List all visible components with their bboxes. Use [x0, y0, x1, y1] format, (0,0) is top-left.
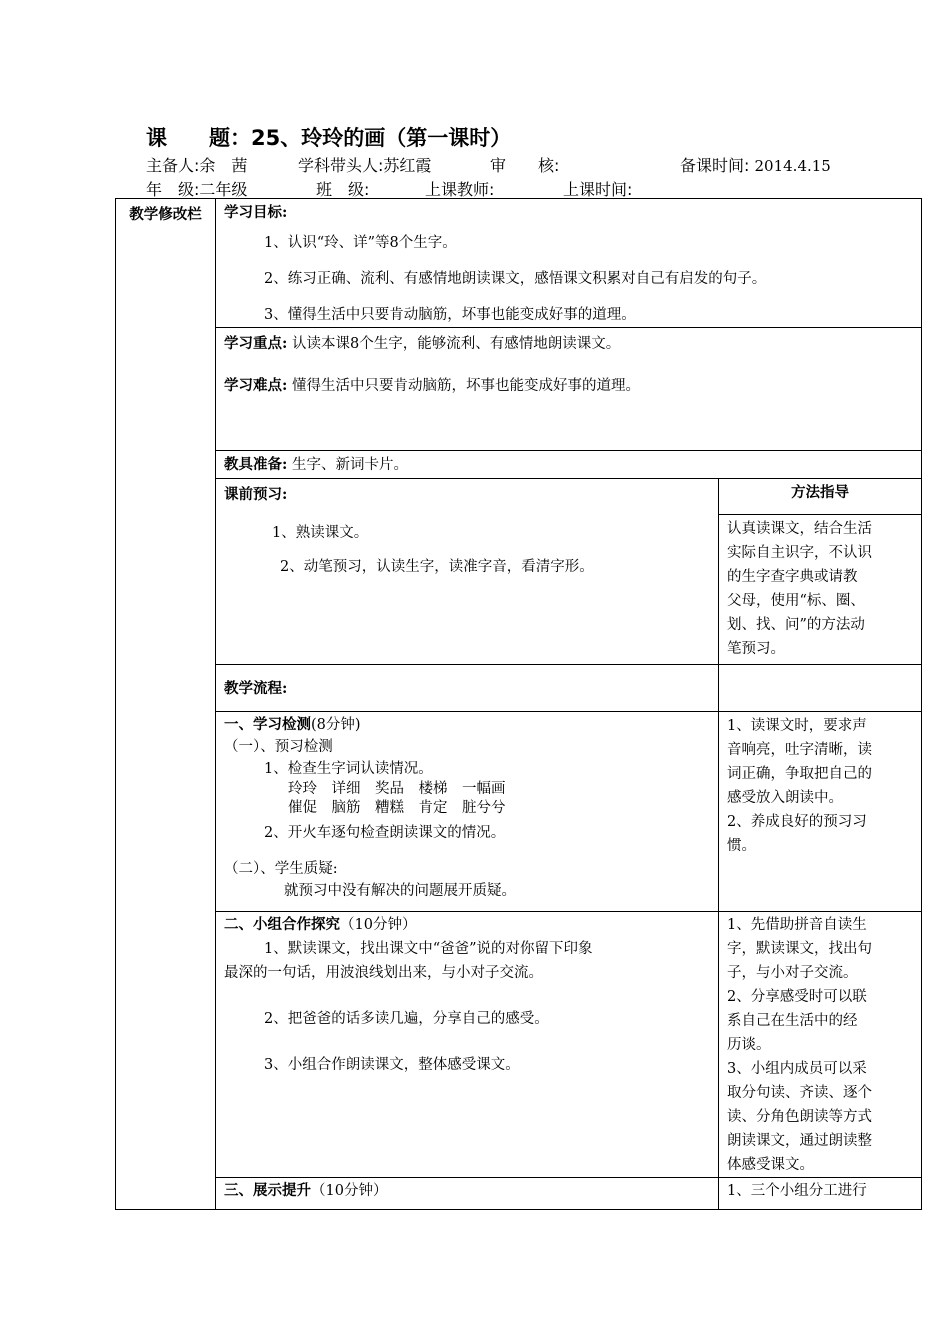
- prep-time-label: 备课时间:: [680, 156, 750, 175]
- preview-label: 课前预习:: [224, 486, 288, 503]
- preview-label-cell: [216, 479, 719, 515]
- process-label: 教学流程:: [224, 680, 288, 697]
- section-1-method-line: 词正确，争取把自己的: [727, 766, 872, 782]
- class: 班 级:: [316, 180, 370, 199]
- word-list-2: 催促 脑筋 糟糕 肯定 脏兮兮: [288, 800, 506, 816]
- section-2-method-line: 子，与小对子交流。: [727, 965, 858, 981]
- section-1-method-line: 感受放入朗读中。: [727, 790, 843, 806]
- prep-time: [680, 153, 831, 176]
- materials-text: 生字、新词卡片。: [291, 457, 408, 473]
- preview-method-line: 认真读课文，结合生活: [727, 521, 872, 537]
- section-2-method-line: 系自己在生活中的经: [727, 1013, 858, 1029]
- section-2-method-line: 读、分角色朗读等方式: [727, 1109, 872, 1125]
- subject-leader: 学科带头人:苏红霞: [298, 156, 432, 175]
- section-1-method-line: 惯。: [727, 838, 756, 854]
- preparer: 主备人:余 茜: [146, 156, 248, 175]
- section-2-method-line: 朗读课文，通过朗读整: [727, 1133, 872, 1149]
- section-1-method-cell: [719, 712, 922, 912]
- grade: 年 级:二年级: [146, 180, 248, 199]
- section-3-duration: （10分钟）: [311, 1183, 388, 1199]
- materials-label: 教具准备:: [224, 456, 288, 473]
- prep-time-value: 2014.4.15: [754, 157, 831, 175]
- preview-cell: [216, 515, 719, 665]
- section-2-title: 二、小组合作探究: [224, 916, 340, 933]
- title-value: 25、玲玲的画（第一课时）: [251, 126, 512, 150]
- section-2-item-1a: 1、默读课文，找出课文中“爸爸”说的对你留下印象: [264, 941, 593, 957]
- revision-column: 教学修改栏: [116, 199, 216, 1210]
- key-points-text: 认读本课8个生字，能够流利、有感情地朗读课文。: [291, 336, 621, 352]
- title-label: 课 题：: [146, 126, 251, 150]
- section-1-duration: (8分钟): [311, 717, 361, 733]
- section-2-method-line: 字，默读课文，找出句: [727, 941, 872, 957]
- section-3-method-cell: 1、三个小组分工进行: [719, 1178, 922, 1210]
- class-time: 上课时间:: [563, 180, 633, 199]
- section-2-item-1b: 最深的一句话，用波浪线划出来，与小对子交流。: [224, 965, 543, 981]
- process-cell: [216, 665, 719, 712]
- objectives-label: 学习目标:: [224, 204, 288, 221]
- section-2-item-3: 3、小组合作朗读课文，整体感受课文。: [264, 1057, 520, 1073]
- section-2-method-line: 3、小组内成员可以采: [727, 1061, 867, 1077]
- section-1-title: 一、学习检测: [224, 716, 311, 733]
- section-2-heading: [224, 913, 710, 937]
- section-3-title: 三、展示提升: [224, 1182, 311, 1199]
- preview-method-line: 实际自主识字，不认识: [727, 545, 872, 561]
- section-1-sub-2: （二）、学生质疑:: [224, 861, 338, 877]
- preview-method-line: 笔预习。: [727, 641, 785, 657]
- section-1-item-1: 1、检查生字词认读情况。: [264, 761, 433, 777]
- materials-cell: [216, 451, 922, 479]
- teacher: 上课教师:: [425, 180, 495, 199]
- section-1-method-line: 音响亮，吐字清晰，读: [727, 742, 872, 758]
- objectives-cell: [216, 199, 922, 328]
- preview-method-line: 划、找、问”的方法动: [727, 617, 865, 633]
- objective-2: 2、练习正确、流利、有感情地朗读课文，感悟课文积累对自己有启发的句子。: [264, 271, 767, 287]
- preview-method-line: 的生字查字典或请教: [727, 569, 858, 585]
- key-difficulty-cell: [216, 328, 922, 451]
- section-1-cell: [216, 712, 719, 912]
- section-2-method-line: 历谈。: [727, 1037, 771, 1053]
- section-1-method-line: 1、读课文时，要求声: [727, 718, 867, 734]
- section-1-method-line: 2、养成良好的预习习: [727, 814, 867, 830]
- lesson-title: [146, 122, 511, 152]
- preview-method-line: 父母，使用“标、圈、: [727, 593, 865, 609]
- objective-3: 3、懂得生活中只要肯动脑筋，坏事也能变成好事的道理。: [264, 307, 636, 323]
- section-2-cell: [216, 912, 719, 1178]
- lesson-plan-table: [115, 198, 922, 1210]
- section-1-item-2: 2、开火车逐句检查朗读课文的情况。: [264, 825, 506, 841]
- section-3-cell: [216, 1178, 719, 1210]
- key-points: [224, 332, 913, 356]
- word-list-1: 玲玲 详细 奖品 楼梯 一幅画: [288, 781, 506, 797]
- section-2-method-cell: [719, 912, 922, 1178]
- section-1-heading: [224, 714, 710, 736]
- objective-1: 1、认识“玲、详”等8个生字。: [264, 235, 457, 251]
- reviewer: 审 核:: [490, 156, 560, 175]
- difficulties-label: 学习难点:: [224, 377, 288, 394]
- difficulties: [224, 374, 913, 398]
- preview-item-2: 2、动笔预习，认读生字，读准字音，看清字形。: [280, 558, 594, 575]
- section-2-method-line: 2、分享感受时可以联: [727, 989, 867, 1005]
- method-header: 方法指导: [719, 479, 922, 515]
- difficulties-text: 懂得生活中只要肯动脑筋，坏事也能变成好事的道理。: [291, 378, 640, 394]
- section-2-method-line: 取分句读、齐读、逐个: [727, 1085, 872, 1101]
- section-2-method-line: 体感受课文。: [727, 1157, 814, 1173]
- section-1-item-3: 就预习中没有解决的问题展开质疑。: [284, 883, 516, 899]
- preview-method-cell: [719, 515, 922, 665]
- preview-item-1: 1、熟读课文。: [272, 524, 369, 541]
- process-method-cell: [719, 665, 922, 712]
- section-2-duration: （10分钟）: [340, 917, 417, 933]
- key-points-label: 学习重点:: [224, 335, 288, 352]
- section-2-item-2: 2、把爸爸的话多读几遍，分享自己的感受。: [264, 1011, 549, 1027]
- section-1-sub-1: （一）、预习检测: [224, 739, 333, 755]
- section-2-method-line: 1、先借助拼音自读生: [727, 917, 867, 933]
